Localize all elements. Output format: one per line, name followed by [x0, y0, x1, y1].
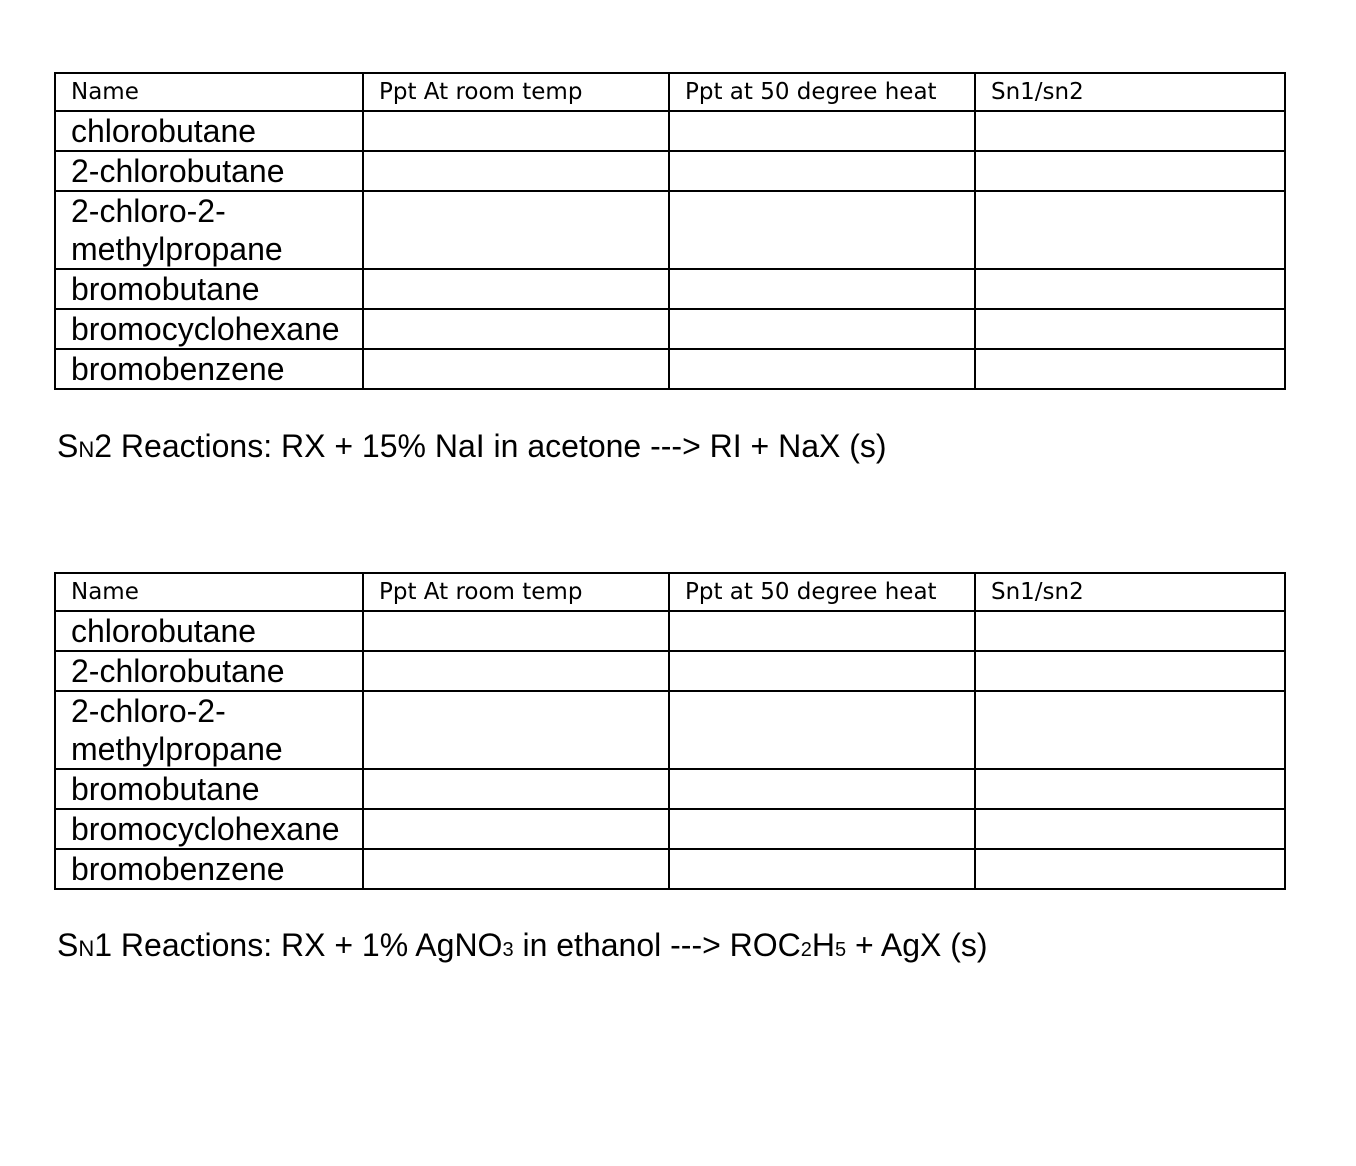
compound-name: bromobutane	[55, 269, 363, 309]
compound-name: bromobutane	[55, 769, 363, 809]
header-ppt-room-temp: Ppt At room temp	[363, 573, 669, 611]
table-row	[55, 691, 1285, 769]
table-row	[55, 769, 1285, 809]
sn1-sn2-cell[interactable]	[975, 111, 1285, 151]
sn1-sn2-cell[interactable]	[975, 349, 1285, 389]
compound-name: chlorobutane	[55, 111, 363, 151]
ppt-50-degree-cell[interactable]	[669, 611, 975, 651]
sn1-results-table	[54, 572, 1286, 890]
compound-name-line2: methylpropane	[71, 731, 283, 767]
ppt-room-temp-cell[interactable]	[363, 651, 669, 691]
compound-name-line1: 2-chloro-2-	[71, 693, 226, 729]
sn1-sn2-cell[interactable]	[975, 611, 1285, 651]
table-row	[55, 191, 1285, 269]
sn1-sn2-cell[interactable]	[975, 191, 1285, 269]
compound-name: 2-chlorobutane	[55, 151, 363, 191]
ppt-50-degree-cell[interactable]	[669, 191, 975, 269]
ppt-50-degree-cell[interactable]	[669, 111, 975, 151]
table-header-row	[55, 73, 1285, 111]
sn1-sn2-cell[interactable]	[975, 849, 1285, 889]
header-ppt-room-temp: Ppt At room temp	[363, 73, 669, 111]
reaction-n: N	[78, 936, 95, 961]
compound-name-line1: 2-chloro-2-	[71, 193, 226, 229]
reaction-order: 1	[94, 927, 113, 963]
sn1-sn2-cell[interactable]	[975, 691, 1285, 769]
compound-name: bromobenzene	[55, 849, 363, 889]
header-ppt-50-degree: Ppt at 50 degree heat	[669, 73, 975, 111]
sn2-reaction-equation	[57, 426, 887, 470]
table-row	[55, 269, 1285, 309]
ppt-50-degree-cell[interactable]	[669, 151, 975, 191]
reaction-order: 2	[94, 428, 113, 464]
table-row	[55, 809, 1285, 849]
ppt-50-degree-cell[interactable]	[669, 309, 975, 349]
header-sn1-sn2: Sn1/sn2	[975, 73, 1285, 111]
ppt-room-temp-cell[interactable]	[363, 151, 669, 191]
header-name: Name	[55, 73, 363, 111]
table-row	[55, 651, 1285, 691]
compound-name	[55, 191, 363, 269]
ppt-room-temp-cell[interactable]	[363, 309, 669, 349]
header-sn1-sn2: Sn1/sn2	[975, 573, 1285, 611]
header-name: Name	[55, 573, 363, 611]
reaction-n: N	[78, 437, 95, 462]
ppt-50-degree-cell[interactable]	[669, 849, 975, 889]
ppt-50-degree-cell[interactable]	[669, 769, 975, 809]
sn1-sn2-cell[interactable]	[975, 151, 1285, 191]
sn1-sn2-cell[interactable]	[975, 809, 1285, 849]
ppt-room-temp-cell[interactable]	[363, 849, 669, 889]
compound-name: 2-chlorobutane	[55, 651, 363, 691]
subscript: 3	[502, 939, 514, 961]
table-row	[55, 349, 1285, 389]
table-header-row	[55, 573, 1285, 611]
ppt-room-temp-cell[interactable]	[363, 769, 669, 809]
ppt-room-temp-cell[interactable]	[363, 691, 669, 769]
ppt-room-temp-cell[interactable]	[363, 349, 669, 389]
compound-name: bromobenzene	[55, 349, 363, 389]
ppt-50-degree-cell[interactable]	[669, 269, 975, 309]
ppt-room-temp-cell[interactable]	[363, 111, 669, 151]
ppt-room-temp-cell[interactable]	[363, 809, 669, 849]
table-row	[55, 151, 1285, 191]
compound-name-line2: methylpropane	[71, 231, 283, 267]
table-row	[55, 849, 1285, 889]
sn1-reaction-equation	[57, 925, 988, 970]
reaction-s: S	[57, 927, 79, 963]
reaction-text: H	[811, 927, 836, 963]
compound-name: bromocyclohexane	[55, 309, 363, 349]
ppt-50-degree-cell[interactable]	[669, 651, 975, 691]
reaction-s: S	[57, 428, 79, 464]
sn1-sn2-cell[interactable]	[975, 769, 1285, 809]
header-ppt-50-degree: Ppt at 50 degree heat	[669, 573, 975, 611]
ppt-room-temp-cell[interactable]	[363, 191, 669, 269]
sn1-sn2-cell[interactable]	[975, 651, 1285, 691]
ppt-50-degree-cell[interactable]	[669, 809, 975, 849]
table-row	[55, 611, 1285, 651]
compound-name	[55, 691, 363, 769]
compound-name: bromocyclohexane	[55, 809, 363, 849]
reaction-text: + AgX (s)	[846, 927, 988, 963]
ppt-50-degree-cell[interactable]	[669, 349, 975, 389]
reaction-text: Reactions: RX + 15% NaI in acetone ---> RI + NaX (s)	[112, 428, 887, 464]
reaction-text: Reactions: RX + 1% AgNO	[112, 927, 503, 963]
subscript: 2	[800, 939, 812, 961]
sn1-sn2-cell[interactable]	[975, 309, 1285, 349]
table-row	[55, 111, 1285, 151]
compound-name: chlorobutane	[55, 611, 363, 651]
ppt-room-temp-cell[interactable]	[363, 269, 669, 309]
ppt-room-temp-cell[interactable]	[363, 611, 669, 651]
table-row	[55, 309, 1285, 349]
ppt-50-degree-cell[interactable]	[669, 691, 975, 769]
sn1-sn2-cell[interactable]	[975, 269, 1285, 309]
subscript: 5	[835, 939, 847, 961]
sn2-results-table	[54, 72, 1286, 390]
reaction-text: in ethanol ---> ROC	[513, 927, 801, 963]
